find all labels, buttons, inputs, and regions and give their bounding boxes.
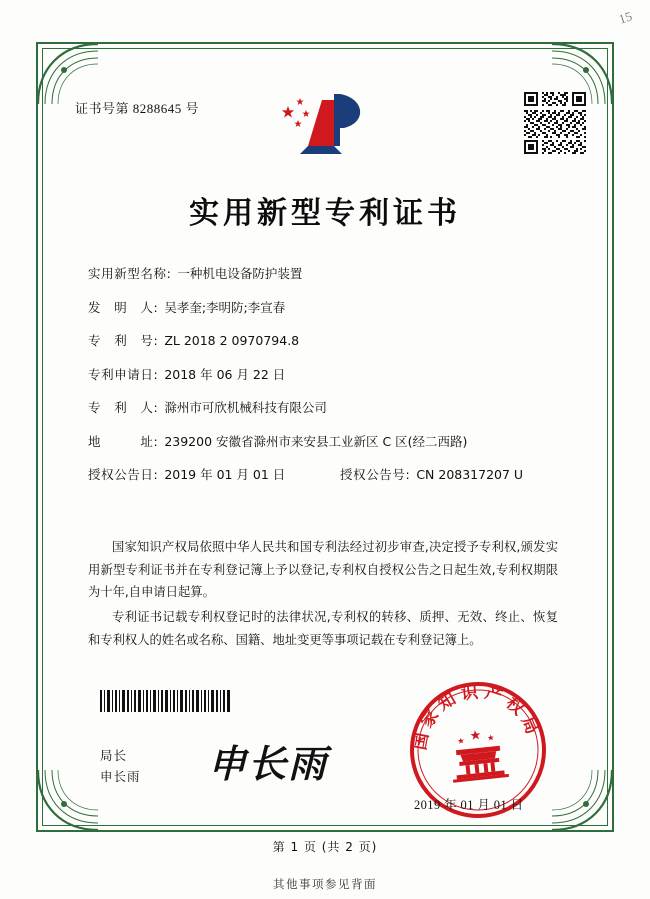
field-label: 专 利 号: xyxy=(88,333,159,348)
field-utility-model-name xyxy=(88,268,558,281)
commissioner-title: 局长 xyxy=(100,748,128,763)
footer-note: 其他事项参见背面 xyxy=(273,877,377,891)
field-grant-announcement-number xyxy=(340,469,523,482)
certificate-fields xyxy=(88,268,558,482)
cnipa-logo-icon xyxy=(278,88,374,164)
field-label: 授权公告日: xyxy=(88,467,159,482)
page-number: 第 1 页 (共 2 页) xyxy=(272,840,378,854)
field-grant-announcement-date xyxy=(88,469,340,482)
field-value: 2018 年 06 月 22 日 xyxy=(164,366,286,382)
page-title: 实用新型专利证书 xyxy=(189,196,461,231)
paragraph-1: 国家知识产权局依照中华人民共和国专利法经过初步审查,决定授予专利权,颁发实用新型专利证书并在专利登记簿上予以登记,专利权自授权公告之日起生效,专利权期限为十年,自申请日起算。 xyxy=(88,540,558,600)
commissioner-name: 申长雨 xyxy=(100,769,141,785)
field-value: 吴孝奎;李明防;李宣春 xyxy=(164,299,286,315)
field-label: 专利申请日: xyxy=(88,366,159,382)
legal-text xyxy=(88,536,558,654)
field-label: 授权公告号: xyxy=(340,467,411,482)
certificate-number: 证书号第 8288645 号 xyxy=(75,101,200,116)
field-value: 滁州市可欣机械科技有限公司 xyxy=(164,400,327,415)
field-label: 发 明 人: xyxy=(88,299,159,315)
svg-text:国家知识产权局: 国家知识产权局 xyxy=(410,682,544,752)
field-patentee xyxy=(88,402,558,415)
field-patent-number xyxy=(88,335,558,348)
field-value: 239200 安徽省滁州市来安县工业新区 C 区(经二西路) xyxy=(164,433,468,449)
handwritten-signature: 申长雨 xyxy=(208,744,329,786)
paragraph-2: 专利证书记载专利权登记时的法律状况,专利权的转移、质押、无效、终止、恢复和专利权人的姓名或名称、国籍、地址变更等事项记载在专利登记簿上。 xyxy=(88,610,558,647)
field-address xyxy=(88,433,558,449)
field-value: 一种机电设备防护装置 xyxy=(177,266,303,281)
page-corner-number: 15 xyxy=(616,8,634,27)
field-value: ZL 2018 2 0970794.8 xyxy=(164,333,300,348)
seal-date: 2019 年 01 月 01 日 xyxy=(414,798,524,812)
field-value: 2019 年 01 月 01 日 xyxy=(164,467,286,482)
field-grant-announcement xyxy=(88,469,558,482)
field-inventors xyxy=(88,299,558,315)
commissioner-label xyxy=(100,745,141,788)
field-label: 地 址: xyxy=(88,433,159,449)
barcode xyxy=(100,690,230,712)
field-application-date xyxy=(88,366,558,382)
qr-code-icon xyxy=(524,92,586,154)
field-label: 实用新型名称: xyxy=(88,266,172,281)
field-value: CN 208317207 U xyxy=(416,467,524,482)
field-label: 专 利 人: xyxy=(88,400,159,415)
